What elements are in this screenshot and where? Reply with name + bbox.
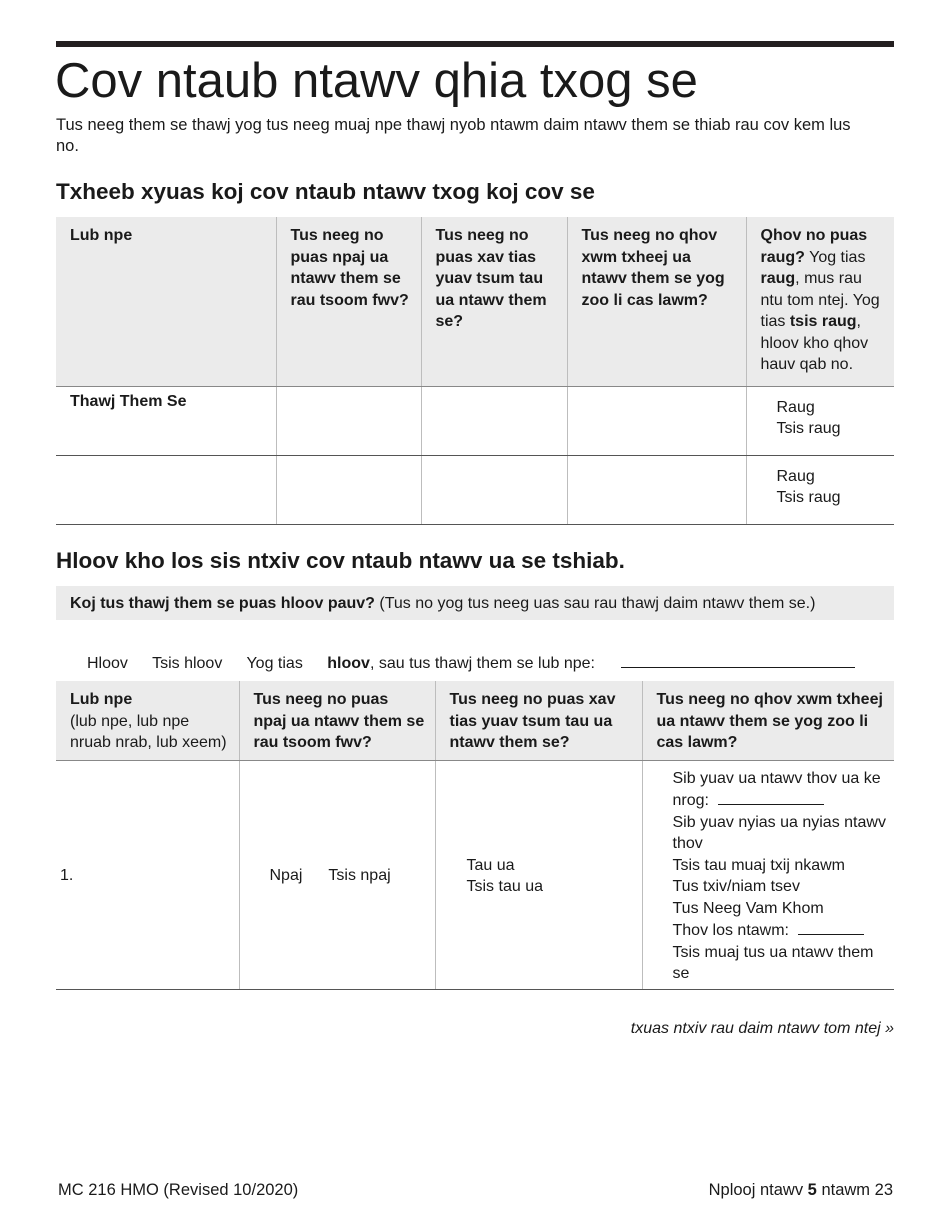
option-joint-no[interactable]: Tsis tau ua [466, 878, 543, 895]
new-tax-info-table [56, 681, 894, 990]
note-question: Koj tus thawj them se puas hloov pauv? [70, 595, 375, 612]
primary-filer-change-line [87, 651, 875, 675]
intro-text: Tus neeg them se thawj yog tus neeg muaj npe thawj nyob ntawm daim ntawv them se thiab rau cov kem lus no. [56, 116, 851, 155]
col-header-relationship: Tus neeg no qhov xwm txheej ua ntawv them se yog zoo li cas lawm? [567, 217, 746, 386]
row-joint-options [435, 760, 642, 989]
page-current: 5 [807, 1181, 817, 1199]
page-total: 23 [874, 1181, 893, 1199]
option-single[interactable]: Tsis tau muaj txij nkawm [672, 856, 845, 874]
joint-spouse-field[interactable] [718, 789, 824, 805]
option-plans-yes[interactable]: Npaj [269, 867, 303, 885]
col-header-name-sub: (lub npe, lub npe nruab nrab, lub xeem) [70, 712, 227, 751]
tax-info-review-table [56, 217, 894, 525]
col-header-name [56, 681, 239, 760]
col-header-plans-to-file: Tus neeg no puas npaj ua ntawv them se rau tsoom fwv? [276, 217, 421, 386]
option-change[interactable]: Hloov [87, 655, 128, 672]
claimed-by-field[interactable] [798, 919, 864, 935]
table-row [56, 455, 894, 524]
table-row [56, 760, 894, 989]
option-dependent[interactable]: Tus Neeg Vam Khom [672, 899, 824, 917]
note-text: (Tus no yog tus neeg uas sau rau thawj daim ntawv them se.) [374, 595, 816, 612]
page-number [709, 1180, 893, 1201]
page-prefix: Nplooj ntawv [708, 1181, 808, 1199]
col-header-joint: Tus neeg no puas xav tias yuav tsum tau ua ntawv them se? [435, 681, 642, 760]
option-no-change[interactable]: Tsis hloov [152, 655, 223, 672]
correct-text1: Yog tias [804, 248, 866, 266]
primary-filer-name-field[interactable] [621, 651, 855, 668]
option-joint-yes[interactable]: Tau ua [466, 856, 515, 874]
row-relationship-options [642, 760, 894, 989]
correct-question: Qhov no puas raug? [760, 227, 868, 266]
correct-text3: , hloov kho qhov hauv qab no. [760, 313, 869, 373]
row-number[interactable]: 1. [56, 760, 239, 989]
row-plans-options [239, 760, 435, 989]
form-id: MC 216 HMO (Revised 10/2020) [58, 1181, 299, 1199]
change-prompt [246, 655, 614, 672]
row-relationship-cell[interactable] [567, 455, 746, 524]
section2-heading: Hloov kho los sis ntxiv cov ntaub ntawv ua se tshiab. [56, 548, 625, 573]
continue-note: txuas ntxiv rau daim ntawv tom ntej » [630, 1020, 894, 1037]
change-prompt-bold: hloov [327, 655, 370, 672]
row-correct-options [746, 386, 894, 455]
option-married-separate[interactable]: Sib yuav nyias ua nyias ntawv thov [672, 813, 886, 852]
table-header-row [56, 217, 894, 386]
correct-bold1: raug [760, 270, 796, 287]
col-header-joint: Tus neeg no puas xav tias yuav tsum tau ua ntawv them se? [421, 217, 567, 386]
option-plans-no[interactable]: Tsis npaj [328, 867, 391, 885]
correct-bold2: tsis raug [789, 313, 857, 330]
option-head-of-household[interactable]: Tus txiv/niam tsev [672, 878, 800, 895]
row-plans-cell[interactable] [276, 386, 421, 455]
page-middle: ntawm [816, 1181, 875, 1199]
option-no-filer[interactable]: Tsis muaj tus ua ntawv them se [672, 943, 874, 982]
option-yes[interactable]: Raug [776, 467, 815, 485]
top-rule [56, 41, 894, 47]
col-header-name: Lub npe [56, 217, 276, 386]
option-married-joint[interactable] [673, 768, 887, 812]
col-header-relationship: Tus neeg no qhov xwm txheej ua ntawv them se yog zoo li cas lawm? [642, 681, 894, 760]
option-no[interactable]: Tsis raug [776, 489, 841, 506]
row-plans-cell[interactable] [276, 455, 421, 524]
option-claimed-by[interactable] [673, 919, 887, 942]
table-header-row [56, 681, 894, 760]
page-title: Cov ntaub ntawv qhia txog se [55, 54, 698, 108]
change-prompt-pre: Yog tias [246, 655, 308, 672]
row-name[interactable]: Thawj Them Se [56, 386, 276, 455]
primary-filer-note [56, 586, 894, 620]
col-header-plans-to-file: Tus neeg no puas npaj ua ntawv them se rau tsoom fwv? [239, 681, 435, 760]
option-married-joint-label: Sib yuav ua ntawv thov ua ke nrog: [672, 769, 881, 809]
row-joint-cell[interactable] [421, 386, 567, 455]
row-correct-options [746, 455, 894, 524]
section1-heading: Txheeb xyuas koj cov ntaub ntawv txog koj cov se [56, 179, 595, 204]
option-claimed-by-label: Thov los ntawm: [672, 922, 789, 939]
option-no[interactable]: Tsis raug [776, 420, 841, 437]
row-joint-cell[interactable] [421, 455, 567, 524]
row-relationship-cell[interactable] [567, 386, 746, 455]
correct-text2: , mus rau ntu tom ntej. Yog tias [760, 270, 880, 330]
table-row [56, 386, 894, 455]
row-name[interactable] [56, 455, 276, 524]
change-prompt-post: , sau tus thawj them se lub npe: [369, 655, 595, 672]
col-header-name-bold: Lub npe [70, 691, 133, 708]
option-yes[interactable]: Raug [776, 398, 815, 416]
col-header-correct [746, 217, 894, 386]
